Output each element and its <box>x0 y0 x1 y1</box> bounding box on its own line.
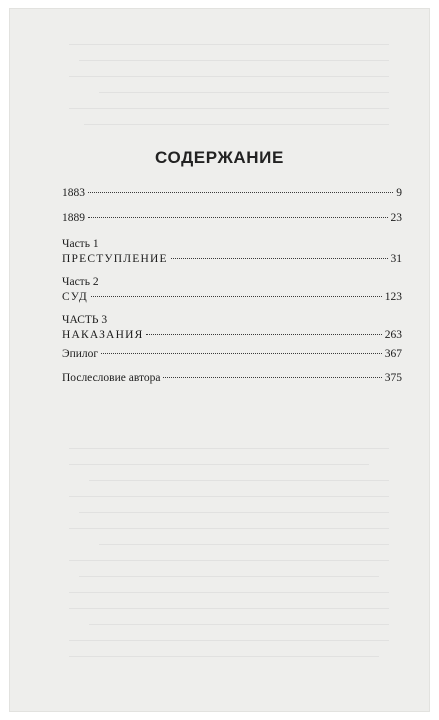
toc-page-number: 31 <box>390 253 402 265</box>
toc-page-number: 123 <box>384 291 402 303</box>
toc-entry <box>62 186 402 201</box>
toc-line <box>62 290 402 305</box>
toc-part-label: ЧАСТЬ 3 <box>62 314 108 326</box>
dot-leader <box>88 192 393 193</box>
toc-entry <box>62 347 402 362</box>
toc-entry-title: ПРЕСТУПЛЕНИЕ <box>62 253 168 265</box>
toc-line <box>62 211 402 226</box>
toc-page-number: 367 <box>384 348 402 360</box>
toc-entry <box>62 275 402 305</box>
dot-leader <box>91 296 382 297</box>
toc-part-label: Часть 1 <box>62 238 99 250</box>
toc-entry-title: Эпилог <box>62 348 99 360</box>
toc-part-label: Часть 2 <box>62 276 99 288</box>
toc-entry-title: НАКАЗАНИЯ <box>62 329 144 341</box>
toc-page-number: 9 <box>396 187 402 199</box>
toc-entry <box>62 211 402 226</box>
toc-page-number: 263 <box>384 329 402 341</box>
toc-line <box>62 371 402 386</box>
toc-entry-title: Послесловие автора <box>62 372 161 384</box>
toc-line <box>62 328 402 343</box>
toc-page-number: 23 <box>390 212 402 224</box>
dot-leader <box>146 334 381 335</box>
toc-page-number: 375 <box>384 372 402 384</box>
toc-entry <box>62 237 402 267</box>
toc-entry <box>62 313 402 343</box>
dot-leader <box>163 377 381 378</box>
toc-line <box>62 252 402 267</box>
toc-entry-title: СУД <box>62 291 88 303</box>
toc-line <box>62 186 402 201</box>
dot-leader <box>88 217 388 218</box>
toc-line <box>62 347 402 362</box>
dot-leader <box>171 258 388 259</box>
toc-entry-title: 1889 <box>62 212 85 224</box>
toc-entry <box>62 371 402 386</box>
toc-entry-title: 1883 <box>62 187 85 199</box>
dot-leader <box>101 353 382 354</box>
page-title: СОДЕРЖАНИЕ <box>155 148 284 167</box>
